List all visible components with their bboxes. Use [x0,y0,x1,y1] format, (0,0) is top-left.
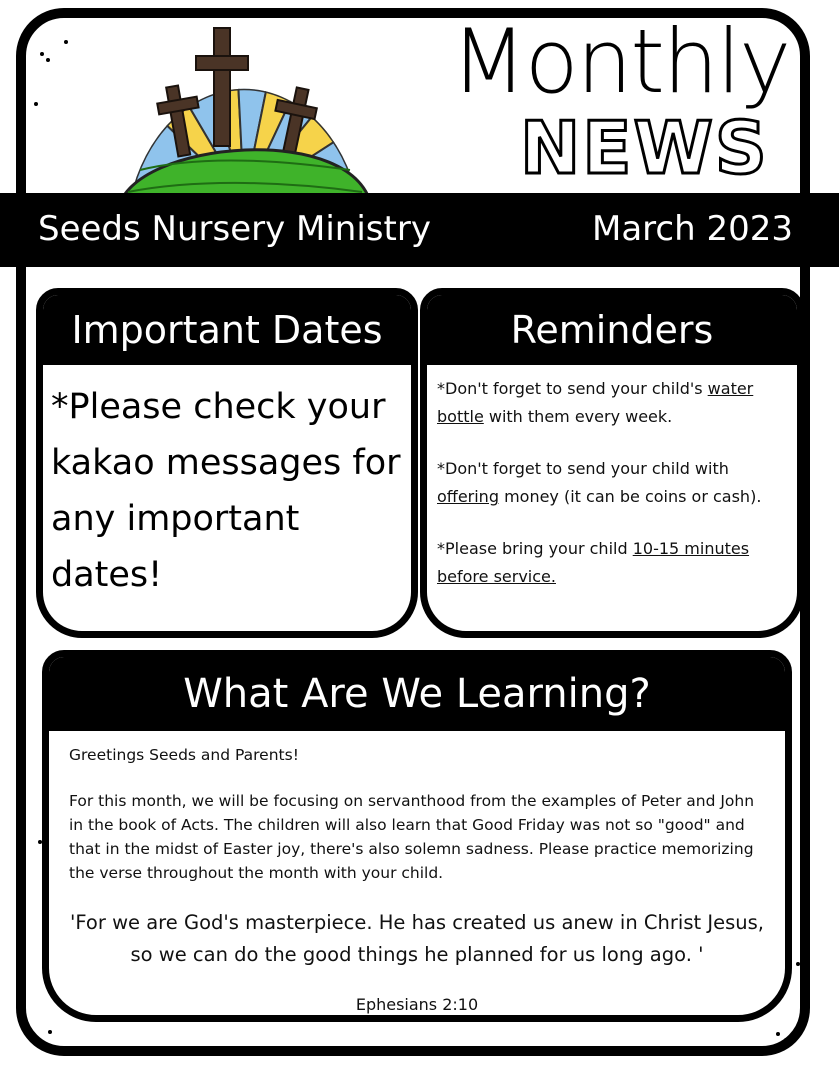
reminder-item [437,455,787,511]
newsletter-title-monthly: Monthly [450,10,790,113]
reminder-item [437,535,787,591]
decor-dot [796,962,800,966]
reminders-list [427,365,797,591]
reminder-text: money (it can be coins or cash). [498,487,762,506]
reminder-emphasis: water bottle [437,379,754,426]
crosses-on-hill-illustration [110,20,378,210]
decor-dot [784,1038,788,1042]
important-dates-panel [36,288,418,638]
reminder-text: *Don't forget to send your child's [437,379,708,398]
reminders-heading: Reminders [427,295,797,365]
reminder-item [437,375,787,431]
greeting-text: Greetings Seeds and Parents! [69,746,299,764]
decor-dot [776,1032,780,1036]
decor-dot [46,58,50,62]
important-dates-heading: Important Dates [43,295,411,365]
header-banner [0,193,839,267]
reminder-text: *Please bring your child [437,539,633,558]
decor-dot [64,40,68,44]
ministry-name: Seeds Nursery Ministry [38,209,431,249]
learning-heading: What Are We Learning? [49,657,785,731]
learning-body [49,731,785,1017]
reminder-emphasis: 10-15 minutes before service. [437,539,750,586]
reminder-emphasis: offering [437,487,499,506]
reminder-text: with them every week. [483,407,673,426]
memory-verse: 'For we are God's masterpiece. He has created us anew in Christ Jesus, so we can do the good things he planned for us long ago. ' [70,911,764,966]
reminders-panel [420,288,804,638]
newsletter-title-news: NEWS [520,106,769,190]
verse-reference: Ephesians 2:10 [355,995,479,1014]
learning-panel [42,650,792,1022]
decor-dot [48,1030,52,1034]
decor-dot [40,52,44,56]
issue-date: March 2023 [592,209,793,249]
learning-description: For this month, we will be focusing on servanthood from the examples of Peter and John in the book of Acts. The children will also learn that Good Friday was not so "good" and that in the midst of Easter joy, there's also solemn sadness. Please practice memorizing the verse throughout the month with your child. [69,792,755,882]
decor-dot [34,102,38,106]
important-dates-text: *Please check your kakao messages for any important dates! [51,387,401,595]
reminder-text: *Don't forget to send your child with [437,459,729,478]
